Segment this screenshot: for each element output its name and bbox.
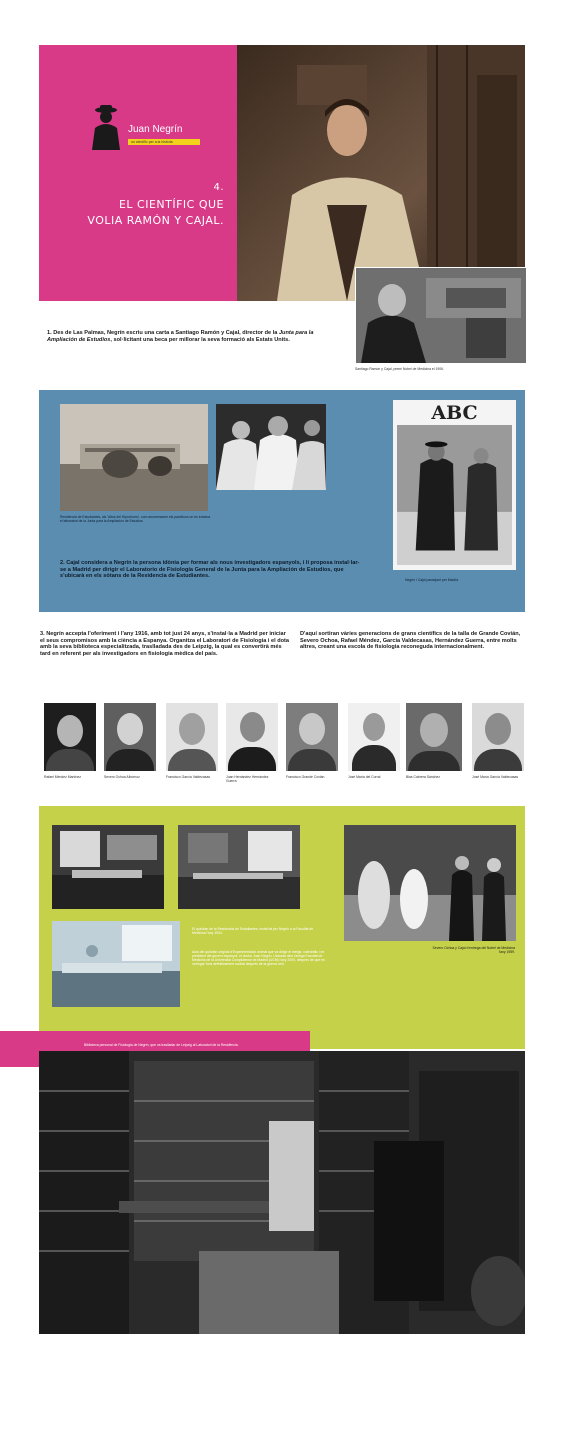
portrait-item [406, 703, 462, 779]
portrait-caption: Francisco Grande Covián [286, 775, 325, 779]
caption-cajal: Santiago Ramón y Cajal, premi Nobel de Medicina el 1906. [355, 367, 444, 371]
section1-text: 1. Des de Las Palmas, Negrín escriu una carta a Santiago Ramón y Cajal, director de la Junta para la Ampliación de Estudios, sol·licitant una beca per millorar la seva formació als Estats Units. [47, 330, 314, 343]
section3-text-right: D'aquí sortiran vàries generacions de grans científics de la talla de Grande Covián, Severo Ochoa, Rafael Méndez, García Valdecasas, Hernández Guerra, entre molts altres, creant una escola de fisiologia reconeguda internacionalment. [300, 631, 521, 651]
laboratory-photo-1 [52, 825, 164, 909]
residencia-photo [60, 404, 208, 511]
portrait-item [472, 703, 524, 779]
lab-scientists-photo [216, 404, 326, 490]
header-magenta-panel [39, 45, 237, 301]
portrait-photo [226, 703, 278, 771]
abc-masthead: ABC [431, 402, 478, 424]
library-photo [39, 1051, 525, 1334]
portrait-photo [406, 703, 462, 771]
caption-nobel: Severo Ochoa y Cajal d'entrega del Nobel de Medicina l'any 1959. [432, 946, 515, 955]
portrait-strip [40, 703, 526, 793]
portrait-caption: Francisco García Valdecasas [166, 775, 211, 779]
negrin-portrait-photo [237, 45, 525, 301]
portrait-photo [348, 703, 400, 771]
laboratory-photo-2 [178, 825, 300, 909]
portrait-photo [44, 703, 96, 771]
portrait-caption: José María del Corral [348, 775, 381, 779]
section-number: 4. [213, 182, 224, 193]
portrait-photo [286, 703, 338, 771]
library-banner-text: Biblioteca personal de Fisiologia de Negrín, que va traslladar de Leipzig al Laboratori de la Residència. [84, 1043, 239, 1047]
logo-name: Juan Negrín [128, 124, 183, 135]
portrait-item [166, 703, 218, 779]
portrait-photo [104, 703, 156, 771]
portrait-caption: Juan Hernández Hernández Guerra [226, 775, 269, 784]
caption-lab: El quiròfan de la Residencia de Estudiantes, instal·lat per Negrín a la Facultat de Medicina l'any 1924. [192, 927, 314, 936]
portrait-caption: José María García Valdecasas [472, 775, 519, 779]
portrait-item [286, 703, 338, 779]
caption-aula: Aula del quiròfan original d'Experimentació animal que va dirigir el metge, catedràtic i ex president del govern espanyol, el doctor Juan Negrín. Ubicada dins l'antiga Facultat de Medicina de la Universitat Complutense de Madrid (UCM) l'any 2000, després de que es va llegar fons definitivament ocultat després de la guerra civil. [192, 950, 325, 967]
section2-text: 2. Cajal considera a Negrín la persona idònia per formar als nous investigadors espanyols, i li proposa instal·lar-se a Madrid per dirigir el Laboratorio de Fisiología General de la Junta para la Ampliación de Estudios, que s'ubicarà en els sòtans de la Residencia de Estudiantes. [60, 560, 360, 580]
portrait-item [104, 703, 156, 779]
portrait-item [44, 703, 96, 779]
section3-text-left: 3. Negrín accepta l'oferiment i l'any 1916, amb tot just 24 anys, s'instal·la a Madrid per iniciar el seus compromisos amb la ciència a Espanya. Organitza el Laboratori de Fisiologia i el dota amb la seva biblioteca especialitzada, traslladada des de Leipzig, la qual es convertirà més tard en referent per als investigadors en fisiologia mèdica del país. [40, 631, 289, 657]
portrait-photo [166, 703, 218, 771]
portrait-item [226, 703, 278, 783]
caption-residencia: Residència de Estudiantes, als 'Altos del Hipódromo', com anomenaven els pavellons on es trobava el laboratori de la Junta para la Ampliación de Estudios. [60, 515, 211, 524]
silhouette-icon [86, 102, 126, 152]
portrait-item [348, 703, 400, 779]
logo [86, 102, 206, 152]
portrait-caption: Rafael Méndez Martínez [44, 775, 81, 779]
laboratory-photo-3 [52, 921, 180, 1007]
page-title-line1: EL CIENTÍFIC QUE [118, 198, 224, 211]
caption-abc: Negrín i Cajal passejant per Madrid. [405, 578, 460, 582]
portrait-photo [472, 703, 524, 771]
page-title-line2: VOLIA RAMÓN Y CAJAL. [87, 214, 224, 227]
cajal-photo [355, 267, 527, 364]
portrait-caption: Blas Cabrera Sánchez [406, 775, 440, 779]
abc-newspaper-photo [393, 400, 516, 570]
logo-tagline: un científic per a la història [128, 139, 200, 145]
portrait-caption: Severo Ochoa Albornoz [104, 775, 140, 779]
nobel-ceremony-photo [344, 825, 516, 941]
